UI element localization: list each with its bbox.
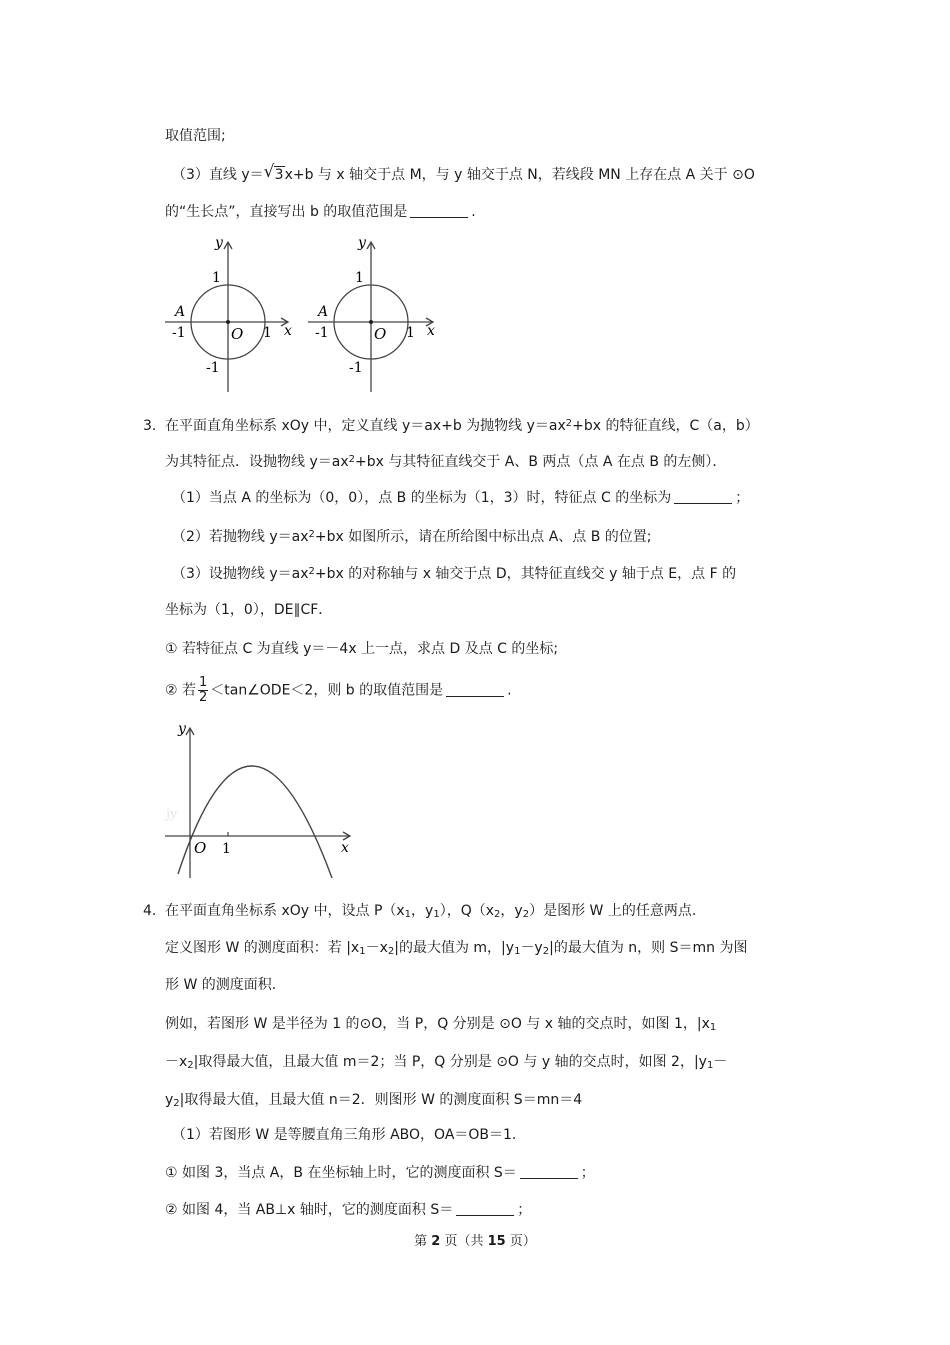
axis-label-y: y — [178, 721, 186, 737]
axis-label-x: x — [427, 323, 435, 339]
circle-figure-right — [308, 235, 435, 392]
text-line: ① 如图 3，当点 A，B 在坐标轴上时，它的测度面积 S＝ ； — [165, 1165, 595, 1181]
text-line: 为其特征点．设抛物线 $y=ax^2+bx$ 与其特征直线交于 A、B 两点（点 A 在点 B 的左侧）． — [165, 454, 727, 470]
page-footer: 第 2 页（共 15 页） — [414, 1234, 536, 1249]
origin-label: O — [194, 839, 207, 857]
text-line: 取值范围; — [165, 128, 226, 144]
tick-label: -1 — [349, 360, 363, 376]
text-line: 的“生长点”，直接写出 b 的取值范围是 . — [165, 204, 476, 220]
text-line: ② 若 $\frac{1}{2}$ ＜tan∠ODE＜2，则 b 的取值范围是 . — [165, 675, 512, 705]
tick-label: 1 — [222, 841, 231, 857]
text-line: 坐标为（1，0），DE∥CF． — [165, 602, 333, 618]
question-number: 3. — [143, 418, 157, 434]
tick-label: -1 — [172, 325, 186, 341]
answer-blank[interactable] — [456, 1201, 514, 1216]
point-label-a: A — [175, 304, 186, 320]
axis-label-x: x — [284, 323, 292, 339]
answer-blank[interactable] — [446, 682, 504, 697]
text-line: $-x_2|$取得最大值，且最大值 m＝2；当 P，Q 分别是 ⊙O 与 y 轴的交点时，如图 2，$|y_1-$ — [165, 1054, 728, 1071]
text-line: （2）若抛物线 $y=ax^2+bx$ 如图所示，请在所给图中标出点 A、点 B 的位置; — [172, 529, 652, 545]
fraction-one-half: $\frac{1}{2}$ — [199, 675, 208, 705]
axis-label-y: y — [215, 235, 223, 251]
tick-label: -1 — [315, 325, 329, 341]
tick-label: 1 — [406, 325, 415, 341]
parabola-figure — [160, 716, 360, 881]
parabola-curve — [178, 766, 332, 878]
text-line: （1）当点 A 的坐标为（0，0），点 B 的坐标为（1，3）时，特征点 C 的坐标为 ； — [172, 490, 750, 506]
origin-label: O — [374, 325, 387, 343]
text-line: 定义图形 W 的测度面积：若 $|x_1-x_2|$的最大值为 m，$|y_1-y_2|$的最大值为 n，则 S＝mn 为图 — [165, 940, 748, 957]
text-line: 在平面直角坐标系 xOy 中，设点 $P(x_1$，$y_1$），$Q(x_2$，$y_2$）是图形 W 上的任意两点. — [165, 903, 697, 920]
point-label-a: A — [318, 304, 329, 320]
text-line: ① 若特征点 C 为直线 y＝－4x 上一点，求点 D 及点 C 的坐标; — [165, 641, 559, 657]
sqrt-symbol: √ 3 — [263, 162, 284, 183]
text-line: $y_2|$取得最大值，且最大值 n＝2．则图形 W 的测度面积 S＝mn＝4 — [165, 1092, 583, 1109]
answer-blank[interactable] — [520, 1164, 578, 1179]
text-line: （3）设抛物线 $y=ax^2+bx$ 的对称轴与 x 轴交于点 D，其特征直线交 y 轴于点 E，点 F 的 — [172, 566, 737, 582]
tick-label: 1 — [212, 270, 221, 286]
text-line: （3）直线 y＝ √ 3x+b 与 x 轴交于点 M，与 y 轴交于点 N，若线段 MN 上存在点 A 关于 ⊙O — [172, 162, 755, 183]
origin-label: O — [231, 325, 244, 343]
text-line: （1）若图形 W 是等腰直角三角形 ABO，OA＝OB＝1. — [172, 1127, 517, 1143]
circle-figure-left — [165, 235, 292, 392]
answer-blank[interactable] — [410, 203, 468, 218]
watermark: jy — [166, 807, 178, 822]
axis-label-x: x — [341, 840, 349, 856]
text-line: 在平面直角坐标系 xOy 中，定义直线 y＝ax+b 为抛物线 $y=ax^2+bx$ 的特征直线，C（a，b） — [165, 418, 759, 434]
text-line: 例如，若图形 W 是半径为 1 的⊙O，当 P，Q 分别是 ⊙O 与 x 轴的交点时，如图 1，$|x_1$ — [165, 1016, 717, 1033]
tick-label: 1 — [355, 270, 364, 286]
text-line: ② 如图 4，当 AB⊥x 轴时，它的测度面积 S＝ ； — [165, 1202, 532, 1218]
circle-figures — [160, 232, 450, 397]
text-line: 形 W 的测度面积. — [165, 977, 277, 993]
tick-label: -1 — [206, 360, 220, 376]
tick-label: 1 — [263, 325, 272, 341]
axis-label-y: y — [358, 235, 366, 251]
answer-blank[interactable] — [674, 489, 732, 504]
question-number: 4. — [143, 903, 157, 919]
